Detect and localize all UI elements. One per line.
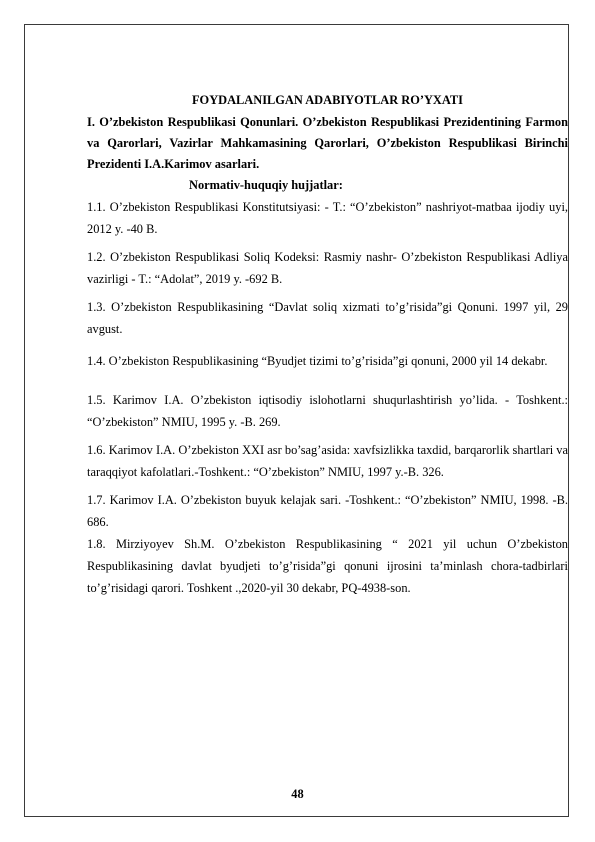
reference-entry-5: 1.5. Karimov I.A. O’zbekiston iqtisodiy islohotlarni shuqurlashtirish yo’lida. - Toshkent.: “O’zbekiston” NMIU, 1995 y. -B. 269.: [87, 393, 568, 429]
document-body: [87, 90, 568, 599]
reference-entry-6: 1.6. Karimov I.A. O’zbekiston XXI asr bo’sag’asida: xavfsizlikka taxdid, barqarorlik shartlari va taraqqiyot kafolatlari.-Toshkent.: “O’zbekiston” NMIU, 1997 y.-B. 326.: [87, 443, 568, 479]
page-title: FOYDALANILGAN ADABIYOTLAR RO’YXATI: [191, 93, 463, 107]
reference-entry-2: 1.2. O’zbekiston Respublikasi Soliq Kodeksi: Rasmiy nashr- O’zbekiston Respublikasi Adliya vazirligi - T.: “Adolat”, 2019 y. -692 B.: [87, 250, 568, 286]
section-heading: I. O’zbekiston Respublikasi Qonunlari. O’zbekiston Respublikasi Prezidentining Farmon va Qarorlari, Vazirlar Mahkamasining Qarorlari, O’zbekiston Respublikasi Birinchi Prezidenti I.A.Karimov asarlari.: [87, 114, 568, 171]
reference-entry-8: 1.8. Mirziyoyev Sh.M. O’zbekiston Respublikasining “ 2021 yil uchun O’zbekiston Respublikasining davlat byudjeti to’g’risida”gi qonuni ijrosini ta’minlash chora-tadbirlari to’g’risidagi qarori. Toshkent .,2020-yil 30 dekabr, PQ-4938-son.: [87, 537, 568, 595]
page-number: 48: [291, 787, 304, 801]
reference-entry-7: 1.7. Karimov I.A. O’zbekiston buyuk kelajak sari. -Toshkent.: “O’zbekiston” NMIU, 1998. -B. 686.: [87, 493, 568, 529]
reference-entry-4: 1.4. O’zbekiston Respublikasining “Byudjet tizimi to’g’risida”gi qonuni, 2000 yil 14 dekabr.: [87, 354, 548, 368]
reference-entry-1: 1.1. O’zbekiston Respublikasi Konstitutsiyasi: - T.: “O’zbekiston” nashriyot-matbaa ijodiy uyi, 2012 y. -40 B.: [87, 200, 568, 236]
reference-entry-3: 1.3. O’zbekiston Respublikasining “Davlat soliq xizmati to’g’risida”gi Qonuni. 1997 yil, 29 avgust.: [87, 300, 568, 336]
sub-heading: Normativ-huquqiy hujjatlar:: [189, 177, 343, 192]
